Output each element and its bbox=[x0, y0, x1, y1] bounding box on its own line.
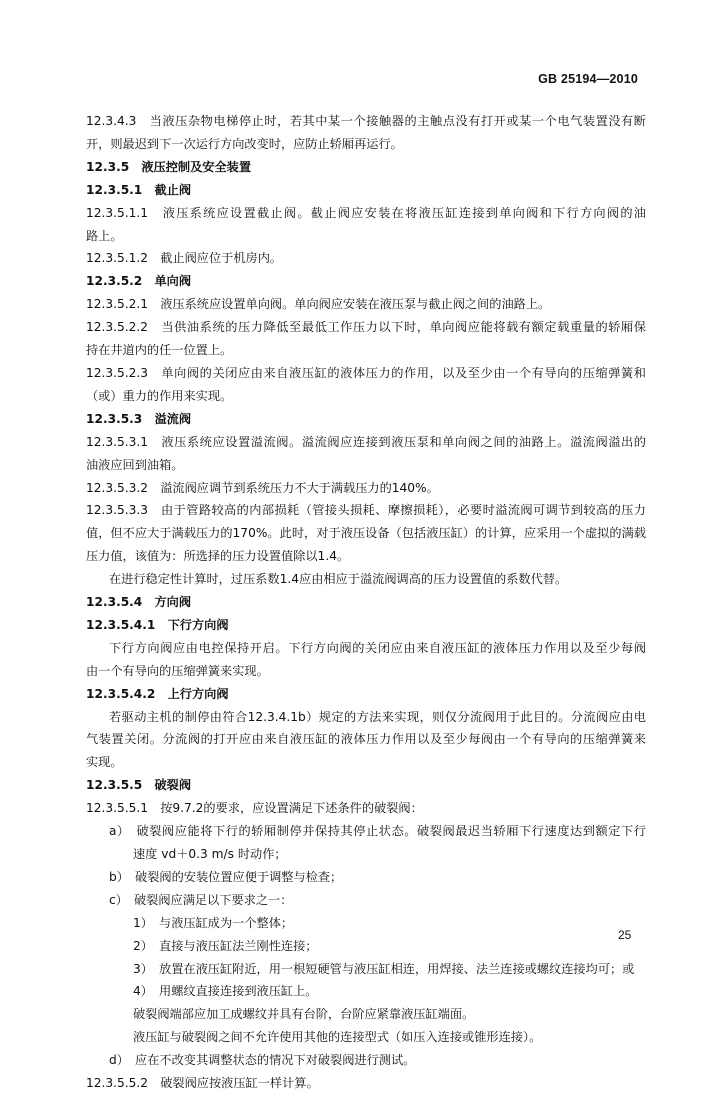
text-line: 12.3.4.3 当液压杂物电梯停止时，若其中某一个接触器的主触点没有打开或某一个电气装置没有断 bbox=[86, 114, 646, 128]
text-line: 12.3.5.3.1 液压系统应设置溢流阀。溢流阀应连接到液压泵和单向阀之间的油路上。溢流阀溢出的 bbox=[86, 434, 646, 449]
text-line: 持在井道内的任一位置上。 bbox=[86, 343, 233, 358]
text-line: 油液应回到油箱。 bbox=[86, 457, 184, 472]
text-line: 12.3.5.5.2 破裂阀应按液压缸一样计算。 bbox=[86, 1076, 319, 1091]
text-line: c） 破裂阀应满足以下要求之一： bbox=[109, 892, 293, 907]
text-line: 12.3.5.2.3 单向阀的关闭应由来自液压缸的液体压力的作用，以及至少由一个有导向的压缩弹簧和 bbox=[86, 365, 646, 380]
text-line: 12.3.5.4 方向阀 bbox=[86, 595, 192, 610]
text-line: 路上。 bbox=[86, 228, 123, 243]
text-line: 液压缸与破裂阀之间不允许使用其他的连接型式（如压入连接或锥形连接）。 bbox=[133, 1030, 542, 1045]
text-line: 气装置关闭。分流阀的打开应由来自液压缸的液体压力作用以及至少每阀由一个有导向的压缩弹簧来 bbox=[86, 732, 646, 747]
text-line: d） 应在不改变其调整状态的情况下对破裂阀进行测试。 bbox=[109, 1053, 416, 1068]
text-line: 下行方向阀应由电控保持开启。下行方向阀的关闭应由来自液压缸的液体压力作用以及至少每阀 bbox=[109, 640, 646, 655]
text-line: 4） 用螺纹直接连接到液压缸上。 bbox=[133, 984, 318, 999]
text-line: 12.3.5.2 单向阀 bbox=[86, 274, 192, 289]
page-number: 25 bbox=[618, 928, 632, 942]
text-line: 12.3.5.5 破裂阀 bbox=[86, 778, 192, 793]
text-line: 12.3.5.4.2 上行方向阀 bbox=[86, 686, 229, 701]
text-line: 12.3.5.1.1 液压系统应设置截止阀。截止阀应安装在将液压缸连接到单向阀和下行方向阀的油 bbox=[86, 205, 646, 220]
text-line: （或）重力的作用来实现。 bbox=[86, 388, 233, 403]
standard-number-header: GB 25194—2010 bbox=[538, 72, 638, 86]
text-line: 值，但不应大于满载压力的170%。此时，对于液压设备（包括液压缸）的计算，应采用一个虚拟的满载 bbox=[86, 526, 646, 541]
text-line: 12.3.5.2.2 当供油系统的压力降低至最低工作压力以下时，单向阀应能将载有额定载重量的轿厢保 bbox=[86, 320, 646, 335]
text-line: 12.3.5.3.3 由于管路较高的内部损耗（管接头损耗、摩擦损耗），必要时溢流阀可调节到较高的压力 bbox=[86, 503, 646, 518]
document-body bbox=[86, 110, 646, 1095]
text-line: 速度 vd＋0.3 m/s 时动作； bbox=[133, 847, 287, 861]
text-line: 由一个有导向的压缩弹簧来实现。 bbox=[86, 663, 269, 678]
text-line: a） 破裂阀应能将下行的轿厢制停并保持其停止状态。破裂阀最迟当轿厢下行速度达到额定下行 bbox=[109, 824, 646, 839]
text-line: 2） 直接与液压缸法兰刚性连接； bbox=[133, 938, 318, 953]
text-line: 12.3.5.1 截止阀 bbox=[86, 182, 192, 197]
text-line: 开，则最迟到下一次运行方向改变时，应防止轿厢再运行。 bbox=[86, 136, 403, 151]
text-line: b） 破裂阀的安装位置应便于调整与检查； bbox=[109, 869, 343, 884]
text-line: 12.3.5 液压控制及安全装置 bbox=[86, 159, 252, 174]
text-line: 在进行稳定性计算时，过压系数1.4应由相应于溢流阀调高的压力设置值的系数代替。 bbox=[109, 572, 568, 587]
text-line: 12.3.5.5.1 按9.7.2的要求，应设置满足下述条件的破裂阀： bbox=[86, 801, 423, 816]
text-line: 3） 放置在液压缸附近，用一根短硬管与液压缸相连，用焊接、法兰连接或螺纹连接均可；或 bbox=[133, 961, 635, 976]
text-line: 12.3.5.2.1 液压系统应设置单向阀。单向阀应安装在液压泵与截止阀之间的油路上。 bbox=[86, 297, 551, 312]
text-line: 1） 与液压缸成为一个整体； bbox=[133, 915, 294, 930]
text-line: 压力值，该值为：所选择的压力设置值除以1.4。 bbox=[86, 549, 350, 564]
text-line: 12.3.5.4.1 下行方向阀 bbox=[86, 617, 229, 632]
text-line: 实现。 bbox=[86, 755, 123, 770]
text-line: 破裂阀端部应加工成螺纹并具有台阶，台阶应紧靠液压缸端面。 bbox=[133, 1007, 475, 1022]
text-line: 12.3.5.3.2 溢流阀应调节到系统压力不大于满载压力的140%。 bbox=[86, 480, 439, 495]
text-line: 若驱动主机的制停由符合12.3.4.1b）规定的方法来实现，则仅分流阀用于此目的。分流阀应由电 bbox=[109, 709, 646, 724]
text-line: 12.3.5.3 溢流阀 bbox=[86, 411, 192, 426]
text-line: 12.3.5.1.2 截止阀应位于机房内。 bbox=[86, 251, 283, 266]
